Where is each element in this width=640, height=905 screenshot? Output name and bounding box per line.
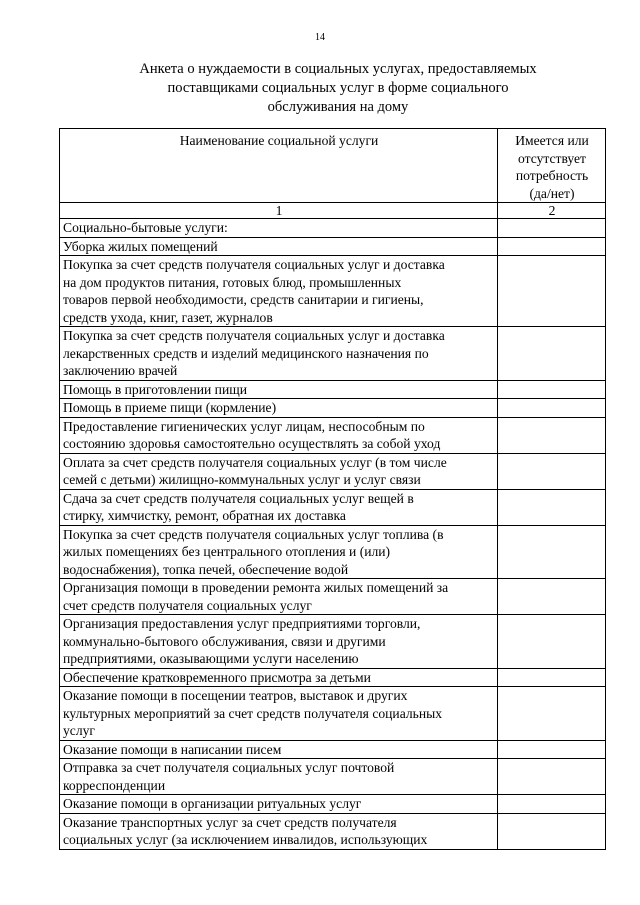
- service-name-cell: [60, 740, 498, 759]
- service-name-cell: [60, 579, 498, 615]
- table-row: [60, 668, 606, 687]
- need-answer-cell[interactable]: [498, 399, 606, 418]
- document-title: [118, 60, 558, 117]
- service-name-line: семей с детьми) жилищно-коммунальных услуг и услуг связи: [63, 472, 421, 487]
- service-name-cell: [60, 237, 498, 256]
- service-name-line: Оплата за счет средств получателя социальных услуг (в том числе: [63, 454, 447, 470]
- service-name-cell: [60, 525, 498, 579]
- table-row: [60, 795, 606, 814]
- service-name-line: корреспонденции: [63, 777, 166, 793]
- service-name-cell: [60, 453, 498, 489]
- service-name-cell: [60, 417, 498, 453]
- service-name-line: Покупка за счет средств получателя социальных услуг и доставка: [63, 257, 445, 272]
- service-name-line: Организация помощи в проведении ремонта жилых помещений за: [63, 580, 449, 595]
- need-answer-cell[interactable]: [498, 813, 606, 849]
- column-number: 2: [498, 203, 606, 219]
- need-answer-cell[interactable]: [498, 489, 606, 525]
- table-row: [60, 813, 606, 849]
- need-header-line: Имеется или: [515, 133, 589, 148]
- title-line: обслуживания на дому: [267, 99, 409, 115]
- service-name-line: Организация предоставления услуг предприятиями торговли,: [63, 616, 421, 631]
- table-row: [60, 327, 606, 381]
- need-header-line: потребность: [515, 168, 589, 183]
- table-row: [60, 759, 606, 795]
- need-answer-cell[interactable]: [498, 327, 606, 381]
- table-row: [60, 615, 606, 669]
- service-name-line: Оказание помощи в организации ритуальных услуг: [63, 796, 362, 811]
- service-name-line: предприятиями, оказывающими услуги населению: [63, 651, 359, 666]
- service-name-header: Наименование социальной услуги: [60, 129, 498, 203]
- service-name-cell: [60, 489, 498, 525]
- service-name-line: счет средств получателя социальных услуг: [63, 597, 312, 613]
- service-name-line: водоснабжения), топка печей, обеспечение водой: [63, 561, 349, 577]
- service-name-line: Социально-бытовые услуги:: [63, 220, 228, 235]
- service-name-line: Оказание помощи в написании писем: [63, 741, 282, 757]
- service-name-line: состоянию здоровья самостоятельно осуществлять за собой уход: [63, 436, 441, 451]
- title-line: поставщиками социальных услуг в форме социального: [167, 80, 509, 96]
- service-name-line: Оказание помощи в посещении театров, выставок и других: [63, 688, 408, 703]
- need-header-line: отсутствует: [517, 150, 586, 166]
- service-name-cell: [60, 795, 498, 814]
- service-name-cell: [60, 327, 498, 381]
- service-name-line: Покупка за счет средств получателя социальных услуг и доставка: [63, 328, 445, 343]
- service-name-cell: [60, 219, 498, 238]
- service-name-line: жилых помещениях без центрального отопления и (или): [63, 544, 391, 559]
- table-row: [60, 417, 606, 453]
- service-name-line: Предоставление гигиенических услуг лицам, неспособным по: [63, 418, 425, 434]
- service-name-line: Помощь в приготовлении пищи: [63, 381, 247, 397]
- need-answer-cell[interactable]: [498, 417, 606, 453]
- service-name-line: коммунально-бытового обслуживания, связи и другими: [63, 633, 386, 649]
- service-name-cell: [60, 399, 498, 418]
- need-answer-cell[interactable]: [498, 237, 606, 256]
- service-name-cell: [60, 668, 498, 687]
- service-name-line: средств ухода, книг, газет, журналов: [63, 309, 273, 325]
- table-row: [60, 579, 606, 615]
- need-answer-cell[interactable]: [498, 525, 606, 579]
- table-row: [60, 525, 606, 579]
- table-row: [60, 219, 606, 238]
- need-answer-cell[interactable]: [498, 219, 606, 238]
- service-name-cell: [60, 759, 498, 795]
- need-answer-cell[interactable]: [498, 759, 606, 795]
- need-answer-cell[interactable]: [498, 615, 606, 669]
- need-answer-cell[interactable]: [498, 795, 606, 814]
- service-name-line: социальных услуг (за исключением инвалидов, использующих: [63, 832, 428, 847]
- column-number: 1: [60, 203, 498, 219]
- table-row: [60, 453, 606, 489]
- table-row: [60, 237, 606, 256]
- header-row: [60, 129, 606, 203]
- service-name-line: Уборка жилых помещений: [63, 238, 218, 254]
- need-answer-cell[interactable]: [498, 687, 606, 741]
- service-name-line: товаров первой необходимости, средств санитарии и гигиены,: [63, 292, 424, 307]
- service-name-cell: [60, 380, 498, 399]
- service-name-line: Оказание транспортных услуг за счет средств получателя: [63, 814, 397, 830]
- column-number-row: [60, 203, 606, 219]
- service-name-line: стирку, химчистку, ремонт, обратная их доставка: [63, 508, 346, 523]
- need-answer-cell[interactable]: [498, 579, 606, 615]
- service-name-line: Обеспечение кратковременного присмотра за детьми: [63, 669, 371, 685]
- need-header-line: (да/нет): [529, 185, 575, 201]
- need-answer-cell[interactable]: [498, 453, 606, 489]
- service-name-cell: [60, 256, 498, 327]
- service-name-line: Отправка за счет получателя социальных услуг почтовой: [63, 760, 395, 775]
- need-header: [498, 129, 606, 203]
- need-answer-cell[interactable]: [498, 256, 606, 327]
- table-row: [60, 740, 606, 759]
- table-row: [60, 256, 606, 327]
- service-name-cell: [60, 687, 498, 741]
- service-name-line: услуг: [63, 723, 95, 738]
- service-name-line: на дом продуктов питания, готовых блюд, промышленных: [63, 274, 402, 290]
- need-answer-cell[interactable]: [498, 380, 606, 399]
- table-row: [60, 380, 606, 399]
- service-name-cell: [60, 615, 498, 669]
- page-number: 14: [315, 32, 325, 43]
- service-name-cell: [60, 813, 498, 849]
- table-row: [60, 489, 606, 525]
- service-name-line: Сдача за счет средств получателя социальных услуг вещей в: [63, 490, 414, 506]
- service-name-line: лекарственных средств и изделий медицинского назначения по: [63, 345, 429, 361]
- need-answer-cell[interactable]: [498, 740, 606, 759]
- service-name-line: Помощь в приеме пищи (кормление): [63, 400, 277, 415]
- service-name-line: заключению врачей: [63, 363, 178, 378]
- services-table: [59, 128, 606, 850]
- need-answer-cell[interactable]: [498, 668, 606, 687]
- title-line: Анкета о нуждаемости в социальных услугах, предоставляемых: [139, 61, 537, 77]
- table-row: [60, 399, 606, 418]
- service-name-line: Покупка за счет средств получателя социальных услуг топлива (в: [63, 526, 444, 542]
- service-name-line: культурных мероприятий за счет средств получателя социальных: [63, 705, 443, 721]
- table-row: [60, 687, 606, 741]
